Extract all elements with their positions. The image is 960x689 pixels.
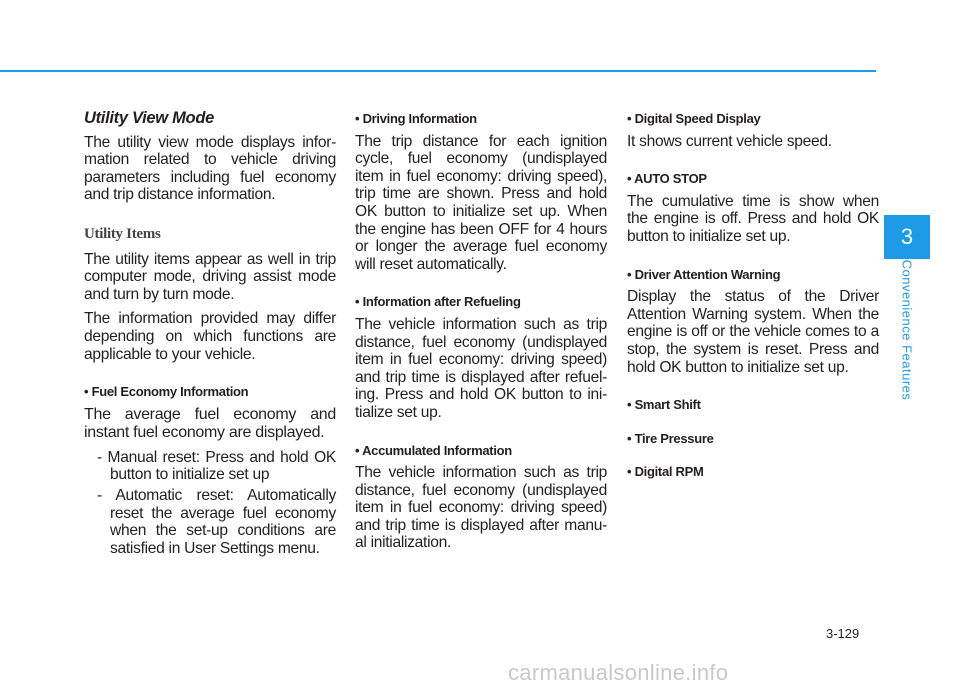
paragraph: The vehicle information such as trip distance, fuel economy (undisplayed item in fuel economy: driving speed) and trip time is displayed after refuel-ing. Press and hold OK button to ini-tialize set up. bbox=[355, 315, 607, 421]
bullet-heading-tire-pressure: • Tire Pressure bbox=[627, 430, 714, 446]
bullet-heading-smart-shift: • Smart Shift bbox=[627, 397, 701, 413]
page-number: 3-129 bbox=[826, 626, 860, 641]
watermark: carmanualsonline.info bbox=[508, 660, 729, 685]
chapter-number: 3 bbox=[900, 224, 914, 249]
list-item-automatic-reset: - Automatic reset: Automatically reset the average fuel economy when the set-up conditions are satisfied in User Settings menu. bbox=[97, 486, 336, 557]
paragraph: The cumulative time is show when the engine is off. Press and hold OK button to initialize set up. bbox=[627, 192, 879, 245]
bullet-heading-information-after-refueling: • Information after Refueling bbox=[355, 294, 521, 310]
chapter-tab bbox=[884, 215, 930, 259]
subheading: Utility Items bbox=[84, 225, 161, 242]
list-item-manual-reset: - Manual reset: Press and hold OK button to initialize set up bbox=[97, 448, 336, 484]
bullet-heading-driving-information: • Driving Information bbox=[355, 111, 477, 126]
paragraph: The trip distance for each ignition cycle, fuel economy (undisplayed item in fuel economy: driving speed), trip time are shown. Press and hold OK button to initialize set up. When the engine has been OFF for 4 hours or longer the average fuel economy will reset automatically. bbox=[355, 132, 607, 273]
paragraph: Display the status of the Driver Attention Warning system. When the engine is off or the vehicle comes to a stop, the system is reset. Press and hold OK button to initialize set up. bbox=[627, 288, 879, 376]
chapter-title: Convenience Features bbox=[899, 259, 915, 401]
column-3 bbox=[627, 110, 879, 486]
paragraph: The vehicle information such as trip distance, fuel economy (undisplayed item in fuel economy: driving speed) and trip time is displayed after manu-al initialization. bbox=[355, 464, 607, 552]
header-rule bbox=[0, 70, 876, 72]
paragraph: It shows current vehicle speed. bbox=[627, 132, 832, 150]
intro-paragraph: The utility view mode displays infor-mation related to vehicle driving parameters including fuel economy and trip distance information. bbox=[84, 133, 336, 204]
bullet-heading-accumulated-information: • Accumulated Information bbox=[355, 442, 512, 458]
section-title: Utility View Mode bbox=[84, 109, 214, 127]
paragraph: The average fuel economy and instant fuel economy are displayed. bbox=[84, 405, 336, 441]
paragraph: The information provided may differ depending on which functions are applicable to your vehicle. bbox=[84, 310, 336, 363]
bullet-heading-digital-speed-display: • Digital Speed Display bbox=[627, 111, 761, 126]
column-2 bbox=[355, 110, 607, 559]
bullet-heading-fuel-economy: • Fuel Economy Information bbox=[84, 384, 249, 400]
paragraph: The utility items appear as well in trip computer mode, driving assist mode and turn by turn mode. bbox=[84, 250, 336, 303]
column-1 bbox=[84, 110, 336, 560]
bullet-heading-driver-attention-warning: • Driver Attention Warning bbox=[627, 266, 781, 282]
bullet-heading-digital-rpm: • Digital RPM bbox=[627, 464, 704, 480]
bullet-heading-auto-stop: • AUTO STOP bbox=[627, 171, 707, 187]
